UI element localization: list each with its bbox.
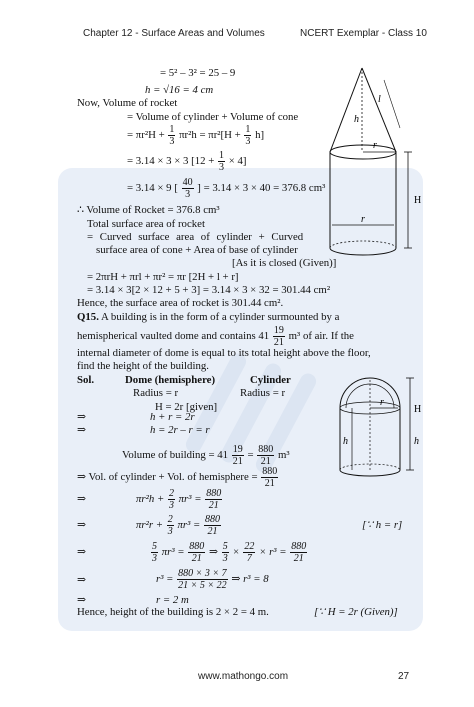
question-text: A building is in the form of a cylinder surmounted by a — [101, 311, 340, 323]
label-H: H — [414, 195, 422, 206]
eq-part: = πr²H + — [127, 128, 165, 141]
question-line — [77, 325, 354, 348]
eq-part: × — [232, 545, 240, 558]
footer-site[interactable]: www.mathongo.com — [198, 671, 289, 682]
arrow: ⇒ — [77, 493, 87, 505]
eq-part: πr²h + — [136, 492, 165, 505]
fraction: $\frac{880}{21}$ — [206, 488, 222, 511]
question-line: find the height of the building. — [77, 360, 209, 372]
fraction: $\frac{880}{21}$ — [291, 541, 307, 564]
fraction: $\frac{2}{3}$ — [168, 488, 174, 511]
eq-line: = 3.14 × 3[2 × 12 + 5 + 3] = 3.14 × 3 × 32 = 301.44 cm² — [87, 284, 331, 296]
label-h: h — [354, 114, 359, 125]
label-h: h — [343, 436, 348, 447]
eq-line: h + r = 2r — [150, 411, 195, 423]
arrow: ⇒ — [77, 519, 87, 531]
label-h: h — [414, 436, 419, 447]
eq-line: h = 2r – r = r — [150, 424, 210, 436]
eq-line — [122, 444, 290, 467]
eq-part: πr²r + — [136, 518, 164, 531]
eq-part: × r³ = — [259, 545, 287, 558]
eq-part: ⇒ Vol. of cylinder + Vol. of hemisphere = — [77, 470, 258, 483]
fraction: $\frac{880 \times 3 \times 7}{21 \times 5 \times 22}$ — [178, 568, 227, 591]
fraction: $\frac{880}{21}$ — [189, 541, 205, 564]
eq-part: ] = 3.14 × 3 × 40 = 376.8 cm³ — [197, 181, 326, 194]
arrow: ⇒ — [77, 411, 87, 423]
eq-reason: [∵ h = r] — [362, 519, 403, 531]
fraction: $\frac{2}{3}$ — [167, 514, 173, 537]
label-H: H — [414, 404, 422, 415]
question-line: internal diameter of dome is equal to its total height above the floor, — [77, 347, 371, 359]
eq-part: m³ — [277, 448, 290, 461]
eq-line — [156, 568, 269, 591]
eq-line: = Volume of cylinder + Volume of cone — [127, 111, 299, 123]
eq-line: = 5² – 3² = 25 – 9 — [160, 67, 236, 79]
eq-part: × 4] — [228, 154, 247, 167]
eq-part: πr³ = — [177, 518, 201, 531]
arrow: ⇒ — [77, 594, 87, 606]
question-label: Q15. — [77, 311, 99, 323]
fraction: $\frac{880}{21}$ — [258, 444, 274, 467]
eq-line — [77, 466, 279, 489]
label-r: r — [380, 397, 384, 408]
eq-part: πr³ = — [178, 492, 202, 505]
rocket-figure — [318, 60, 428, 280]
question-line — [77, 310, 339, 324]
text-line: [As it is closed (Given)] — [232, 257, 337, 269]
eq-line — [150, 541, 308, 564]
eq-part: πr³ = — [161, 545, 185, 558]
eq-part: ⇒ r³ = 8 — [231, 572, 269, 585]
radius-dome: Radius = r — [133, 387, 179, 399]
fraction: $\frac{1}{3}$ — [169, 124, 175, 147]
question-text: hemispherical vaulted dome and contains 41 — [77, 329, 270, 342]
text-line: Hence, height of the building is 2 × 2 = 4 m. — [77, 606, 269, 618]
fraction: $\frac{40}{3}$ — [182, 177, 193, 200]
fraction: $\frac{880}{21}$ — [262, 466, 278, 489]
arrow: ⇒ — [77, 546, 87, 558]
eq-part: = 3.14 × 3 × 3 [12 + — [127, 154, 215, 167]
eq-part: ⇒ — [208, 545, 218, 558]
arrow: ⇒ — [77, 424, 87, 436]
eq-line — [127, 150, 247, 173]
label-l: l — [378, 94, 381, 105]
eq-line — [127, 177, 325, 200]
eq-line — [127, 124, 264, 147]
header-chapter: Chapter 12 - Surface Areas and Volumes — [83, 28, 265, 39]
fraction: $\frac{22}{7}$ — [244, 541, 255, 564]
text-line: Now, Volume of rocket — [77, 97, 178, 109]
fraction: $\frac{1}{3}$ — [219, 150, 225, 173]
eq-line: H = 2r [given] — [155, 401, 218, 413]
eq-line: = 2πrH + πrl + πr² = πr [2H + l + r] — [87, 271, 239, 283]
eq-line: h = √16 = 4 cm — [145, 84, 214, 96]
cylinder-heading: Cylinder — [250, 374, 291, 386]
text-line: = Curved surface area of cylinder + Curved — [87, 231, 304, 243]
building-figure — [332, 362, 422, 480]
eq-part: r³ = — [156, 572, 174, 585]
page-number: 27 — [398, 671, 410, 682]
eq-part: πr²h = πr²[H + — [179, 128, 241, 141]
eq-part: h] — [255, 128, 265, 141]
label-r: r — [373, 140, 377, 151]
fraction: $\frac{19}{21}$ — [232, 444, 243, 467]
fraction: $\frac{5}{3}$ — [222, 541, 228, 564]
fraction: $\frac{1}{3}$ — [245, 124, 251, 147]
text-line: Total surface area of rocket — [87, 218, 205, 230]
eq-line — [136, 488, 223, 511]
eq-part: = 3.14 × 9 [ — [127, 181, 178, 194]
header-book: NCERT Exemplar - Class 10 — [300, 28, 427, 39]
dome-heading: Dome (hemisphere) — [125, 374, 216, 386]
sol-label: Sol. — [77, 374, 95, 386]
eq-part: Volume of building = 41 — [122, 448, 229, 461]
eq-line: r = 2 m — [156, 594, 189, 606]
fraction: $\frac{19}{21}$ — [273, 325, 284, 348]
eq-line — [136, 514, 222, 537]
fraction: $\frac{880}{21}$ — [205, 514, 220, 537]
eq-reason: [∵ H = 2r (Given)] — [314, 606, 398, 618]
arrow: ⇒ — [77, 574, 87, 586]
radius-cylinder: Radius = r — [240, 387, 286, 399]
label-r: r — [361, 214, 365, 225]
question-text: m³ of air. If the — [288, 329, 354, 342]
fraction: $\frac{5}{3}$ — [152, 541, 157, 564]
text-line: surface area of cone + Area of base of cylinder — [96, 244, 298, 256]
eq-line: ∴ Volume of Rocket = 376.8 cm³ — [77, 204, 220, 216]
eq-part: = — [247, 448, 254, 461]
text-line: Hence, the surface area of rocket is 301.44 cm². — [77, 297, 284, 309]
